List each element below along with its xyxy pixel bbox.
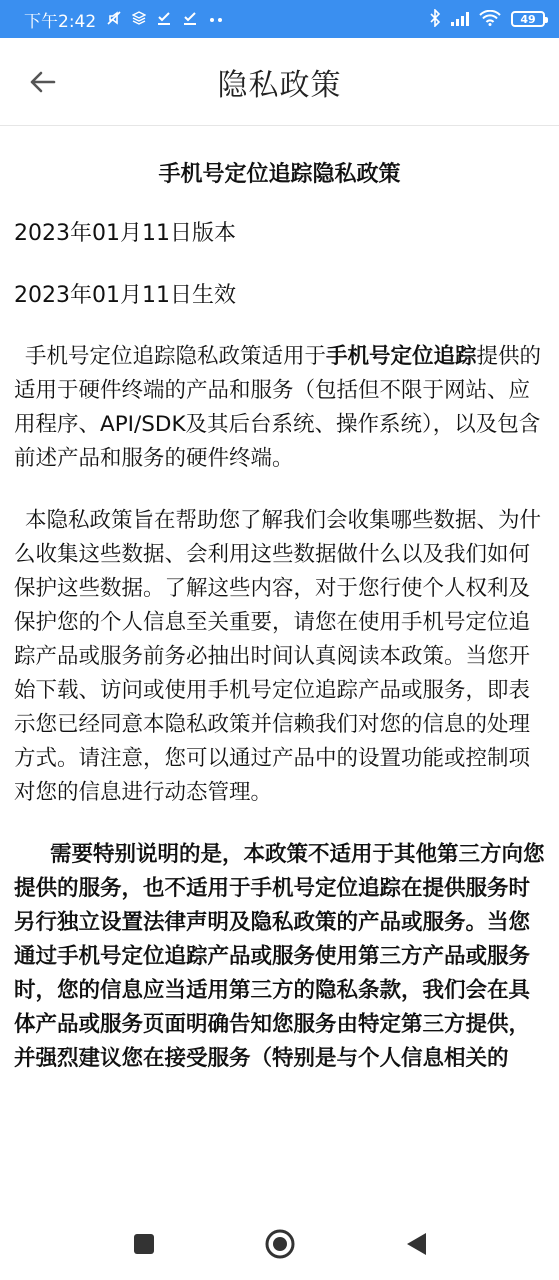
scope-text-bold: 手机号定位追踪 — [326, 344, 477, 369]
version-date: 2023年01月11日版本 — [14, 221, 236, 246]
purpose-paragraph: 本隐私政策旨在帮助您了解我们会收集哪些数据、为什么收集这些数据、会利用这些数据做什么以及我们如何保护这些数据。了解这些内容，对于您行使个人权利及保护您的个人信息至关重要，请您在使用手机号定位追踪产品或服务前务必抽出时间认真阅读本政策。当您开始下载、访问或使用手机号定位追踪产品或服务，即表示您已经同意本隐私政策并信赖我们对您的信息的处理方式。请注意，您可以通过产品中的设置功能或控制项对您的信息进行动态管理。 — [14, 508, 542, 805]
recents-button[interactable] — [124, 1224, 164, 1264]
document-title: 手机号定位追踪隐私政策 — [158, 162, 401, 187]
home-button[interactable] — [260, 1224, 300, 1264]
layers-icon — [132, 11, 146, 28]
third-party-notice-paragraph: 需要特别说明的是，本政策不适用于其他第三方向您提供的服务，也不适用于手机号定位追踪在提供服务时另行独立设置法律声明及隐私政策的产品或服务。当您通过手机号定位追踪产品或服务使用第三方产品或服务时，您的信息应当适用第三方的隐私条款，我们会在具体产品或服务页面明确告知您服务由特定第三方提供，并强烈建议您在接受服务（特别是与个人信息相关的 — [14, 842, 545, 1071]
circle-icon — [264, 1228, 296, 1260]
scope-paragraph — [14, 340, 545, 476]
wifi-icon — [479, 10, 501, 29]
back-button[interactable] — [22, 62, 62, 102]
scope-text-end: 提供的适用于硬件终端的产品和服务（包括但不限于网站、应用程序、API/SDK及其后台系统、操作系统），以及包含前述产品和服务的硬件终端。 — [14, 344, 542, 471]
status-left — [24, 7, 224, 32]
cellular-signal-icon — [451, 12, 469, 26]
battery-icon: 49 — [511, 11, 545, 27]
bluetooth-icon — [429, 9, 441, 30]
page-title: 隐私政策 — [217, 67, 342, 103]
more-notifications-icon — [208, 12, 224, 26]
status-right — [429, 9, 545, 30]
triangle-back-icon — [404, 1231, 428, 1257]
back-nav-button[interactable] — [396, 1224, 436, 1264]
effective-date: 2023年01月11日生效 — [14, 283, 236, 308]
status-bar — [0, 0, 559, 38]
download-done-icon-2 — [182, 10, 198, 29]
square-icon — [132, 1232, 156, 1256]
download-done-icon — [156, 10, 172, 29]
scope-text-start: 手机号定位追踪隐私政策适用于 — [25, 344, 327, 369]
policy-content[interactable] — [0, 127, 559, 1207]
status-time: 下午2:42 — [24, 11, 97, 32]
navigation-bar — [0, 1207, 559, 1280]
arrow-back-icon — [28, 68, 56, 96]
mute-icon — [106, 10, 122, 29]
app-bar — [0, 38, 559, 126]
